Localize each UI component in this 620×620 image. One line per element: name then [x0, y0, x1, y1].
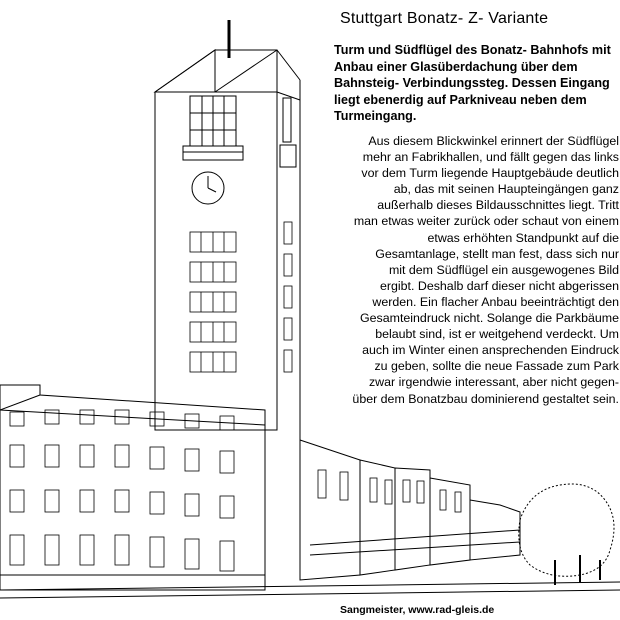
body-line: belaubt sind, ist er weitgehend verdeckt. Um — [375, 327, 619, 342]
south-wing — [0, 385, 265, 590]
body-line: ab, das mit seinen Haupteingängen ganz — [393, 182, 619, 197]
receding-halls — [300, 440, 520, 580]
body-line: zwar irgendwie interessant, aber nicht gegen- — [368, 375, 619, 390]
lead-paragraph: Turm und Südflügel des Bonatz- Bahnhofs mit Anbau einer Glasüberdachung über dem Bahnsteig- Verbindungssteg. Dessen Eingang liegt ebenerdig auf Parkniveau neben dem Turmeingang. — [334, 43, 611, 123]
body-line: Gesamtanlage, stellt man fest, dass sich nur — [375, 246, 619, 261]
body-line: ergibt. Deshalb darf dieser nicht abgerissen — [380, 278, 619, 293]
body-paragraph — [333, 133, 619, 407]
page-title: Stuttgart Bonatz- Z- Variante — [340, 10, 549, 27]
body-line: mit dem Südflügel ein ausgewogenes Bild — [388, 262, 619, 277]
body-line: über dem Bonatzbau dominierend gestaltet sein. — [352, 391, 619, 406]
body-line: etwas erhöhten Standpunkt auf die — [427, 230, 619, 245]
body-line: werden. Ein flacher Anbau beeinträchtigt den — [372, 294, 619, 309]
body-line: außerhalb dieses Bildausschnittes liegt. Tritt — [377, 198, 619, 213]
body-line: auch im Winter einen ansprechenden Eindruck — [362, 343, 619, 358]
ground-line — [0, 582, 620, 590]
body-line: Aus diesem Blickwinkel erinnert der Südflügel — [368, 134, 619, 148]
tower — [155, 50, 300, 440]
body-line: zu geben, sollte die neue Fassade zum Park — [374, 359, 619, 374]
credit-line: Sangmeister, www.rad-gleis.de — [340, 604, 495, 616]
body-line: mehr an Fabrikhallen, und fällt gegen das links — [362, 150, 619, 165]
body-line: Gesamteindruck nicht. Solange die Parkbäume — [360, 311, 619, 326]
body-line: vor dem Turm liegende Hauptgebäude deutlich — [361, 166, 619, 181]
park-trees — [519, 484, 614, 585]
body-line: man etwas weiter zurück oder schaut von einem — [353, 214, 619, 229]
